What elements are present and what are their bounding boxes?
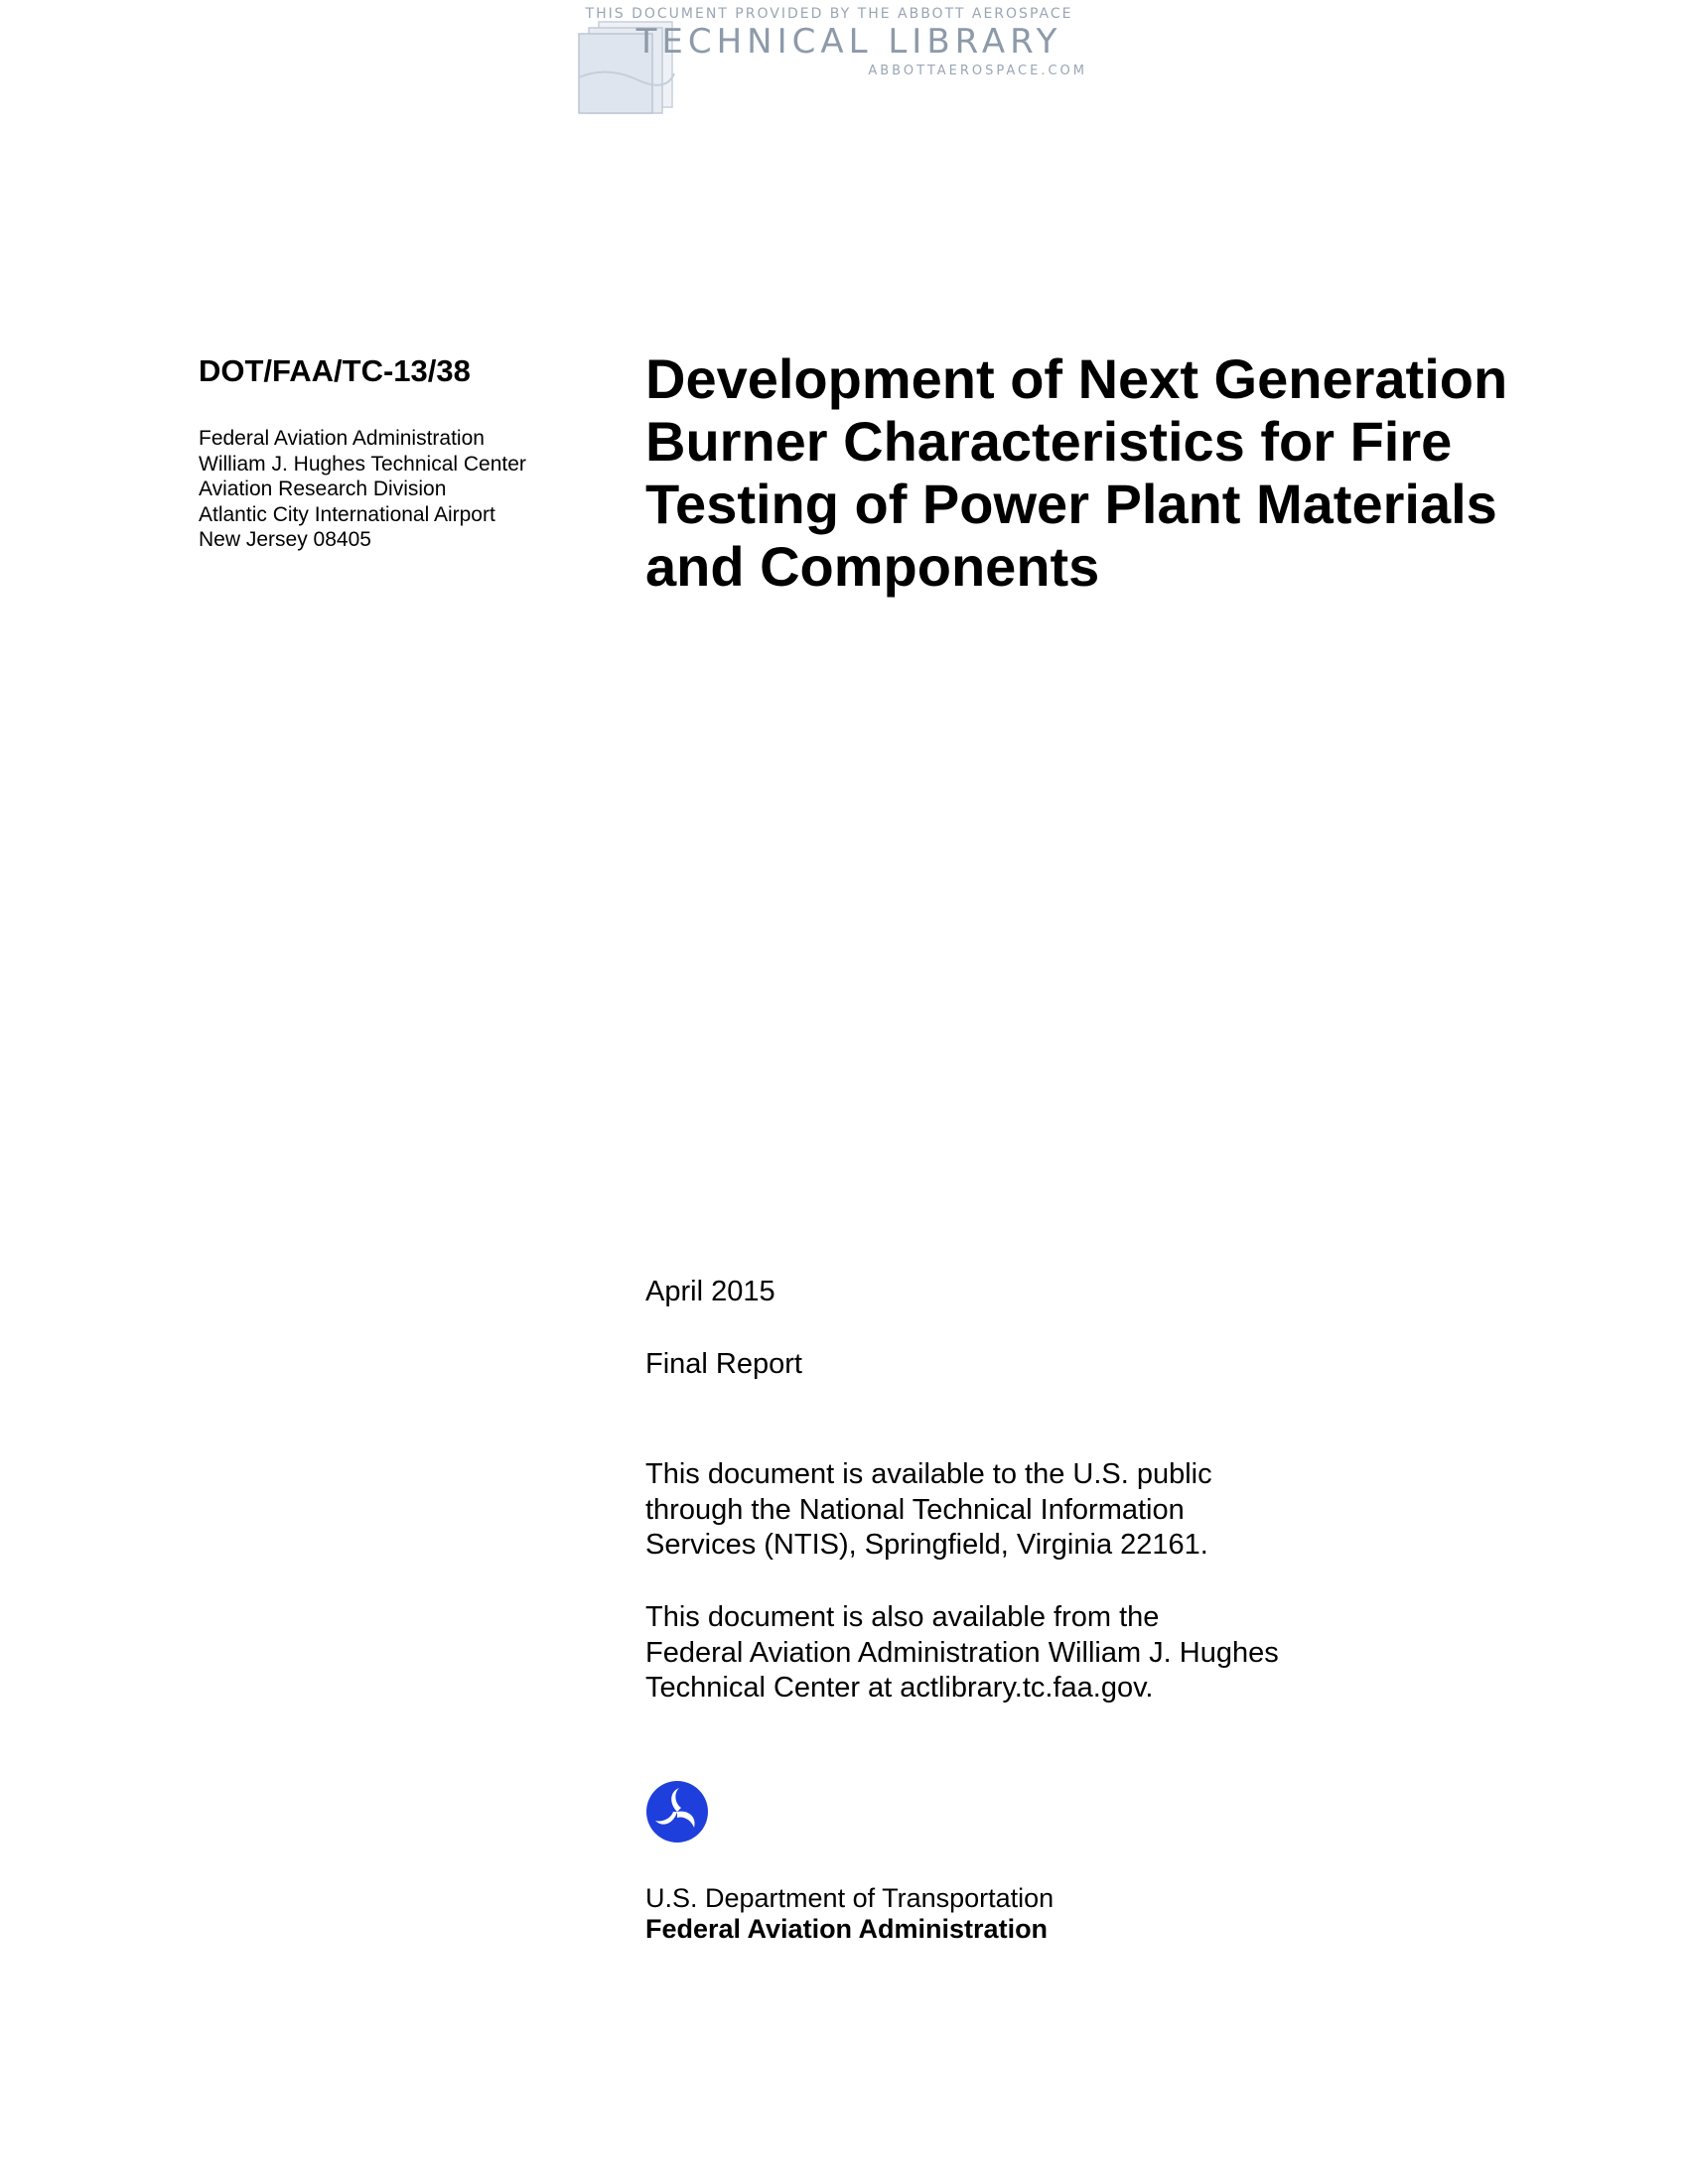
report-title xyxy=(645,347,1539,598)
watermark-website: ABBOTTAEROSPACE.COM xyxy=(868,64,1087,78)
watermark-provided-by: THIS DOCUMENT PROVIDED BY THE ABBOTT AEROSPACE xyxy=(585,6,1073,22)
administration-name: Federal Aviation Administration xyxy=(645,1914,1049,1944)
availability-line: This document is available to the U.S. public xyxy=(645,1458,1212,1490)
title-line: Burner Characteristics for Fire xyxy=(645,410,1453,473)
address-line: New Jersey 08405 xyxy=(199,528,371,551)
availability-line: Services (NTIS), Springfield, Virginia 22161. xyxy=(645,1529,1208,1561)
report-date: April 2015 xyxy=(645,1276,775,1307)
watermark-library-name: TECHNICAL LIBRARY xyxy=(635,22,1062,62)
address-line: Aviation Research Division xyxy=(199,478,447,500)
availability-line: This document is also available from the xyxy=(645,1601,1160,1633)
availability-line: Federal Aviation Administration William J. Hughes xyxy=(645,1636,1279,1669)
availability-line: Technical Center at actlibrary.tc.faa.gov. xyxy=(645,1672,1154,1704)
availability-faa xyxy=(645,1600,1279,1706)
dot-triskelion-logo-icon xyxy=(645,1780,709,1843)
department-name: U.S. Department of Transportation xyxy=(645,1883,1055,1913)
address-line: Federal Aviation Administration xyxy=(199,427,485,450)
agency-address xyxy=(199,426,526,553)
report-number: DOT/FAA/TC-13/38 xyxy=(199,353,471,388)
availability-ntis xyxy=(645,1457,1212,1564)
title-line: Testing of Power Plant Materials xyxy=(645,473,1497,535)
address-line: William J. Hughes Technical Center xyxy=(199,452,526,476)
report-type: Final Report xyxy=(645,1348,802,1380)
title-line: and Components xyxy=(645,535,1100,598)
watermark-header xyxy=(571,4,1087,115)
address-line: Atlantic City International Airport xyxy=(199,502,495,526)
title-line: Development of Next Generation xyxy=(645,347,1508,410)
availability-line: through the National Technical Information xyxy=(645,1493,1185,1526)
